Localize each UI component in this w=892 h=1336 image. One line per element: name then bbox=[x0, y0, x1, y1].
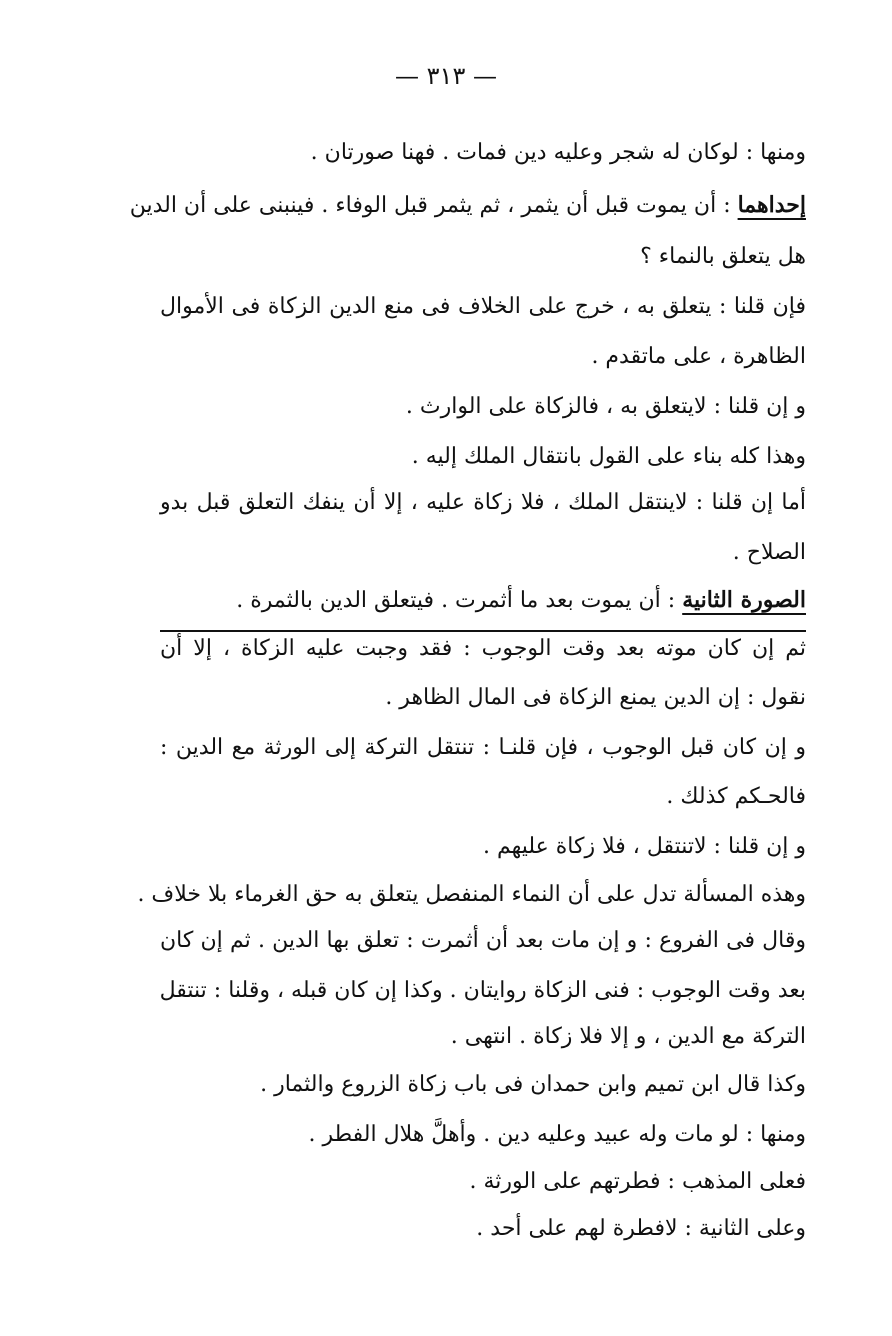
text-line-19: التركة مع الدين ، و إلا فلا زكاة . انتهى . bbox=[450, 1024, 806, 1049]
text-line-6: و إن قلنا : لايتعلق به ، فالزكاة على الوارث . bbox=[405, 394, 806, 419]
text-line-10-rest: : أن يموت بعد ما أثمرت . فيتعلق الدين بالثمرة . bbox=[236, 588, 683, 613]
text-line-2 bbox=[129, 190, 806, 221]
text-line-22: فعلى المذهب : فطرتهم على الورثة . bbox=[469, 1169, 806, 1194]
text-line-5: الظاهرة ، على ماتقدم . bbox=[591, 344, 806, 369]
text-line-9: الصلاح . bbox=[732, 540, 806, 565]
text-line-16: وهذه المسألة تدل على أن النماء المنفصل يتعلق به حق الغرماء بلا خلاف . bbox=[137, 882, 806, 907]
section-heading-first: إحداهما bbox=[737, 192, 806, 218]
text-line-23: وعلى الثانية : لافطرة لهم على أحد . bbox=[476, 1216, 806, 1241]
text-line-13: و إن كان قبل الوجوب ، فإن قلنـا : تنتقل التركة إلى الورثة مع الدين : bbox=[160, 735, 806, 760]
text-line-20: وكذا قال ابن تميم وابن حمدان فى باب زكاة الزروع والثمار . bbox=[260, 1072, 806, 1097]
section-heading-second: الصورة الثانية bbox=[682, 587, 806, 613]
text-line-7: وهذا كله بناء على القول بانتقال الملك إليه . bbox=[411, 444, 806, 469]
text-line-2-rest: : أن يموت قبل أن يثمر ، ثم يثمر قبل الوفاء . فينبنى على أن الدين bbox=[129, 193, 738, 218]
page-number: — ٣١٣ — bbox=[395, 62, 497, 90]
text-line-1: ومنها : لوكان له شجر وعليه دين فمات . فهنا صورتان . bbox=[310, 140, 806, 165]
text-line-3: هل يتعلق بالنماء ؟ bbox=[640, 244, 806, 269]
text-line-15: و إن قلنا : لاتنتقل ، فلا زكاة عليهم . bbox=[482, 834, 806, 859]
text-line-14: فالحـكم كذلك . bbox=[666, 784, 806, 809]
text-line-21: ومنها : لو مات وله عبيد وعليه دين . وأهلَّ هلال الفطر . bbox=[308, 1122, 806, 1147]
text-line-17: وقال فى الفروع : و إن مات بعد أن أثمرت : تعلق بها الدين . ثم إن كان bbox=[160, 928, 806, 953]
text-line-4: فإن قلنا : يتعلق به ، خرج على الخلاف فى منع الدين الزكاة فى الأموال bbox=[160, 294, 806, 319]
text-line-18: بعد وقت الوجوب : فنى الزكاة روايتان . وكذا إن كان قبله ، وقلنا : تنتقل bbox=[159, 978, 806, 1003]
text-line-10 bbox=[236, 585, 806, 616]
text-line-12: نقول : إن الدين يمنع الزكاة فى المال الظاهر . bbox=[385, 685, 806, 710]
text-line-8: أما إن قلنا : لاينتقل الملك ، فلا زكاة عليه ، إلا أن ينفك التعلق قبل بدو bbox=[160, 490, 806, 515]
text-line-11: ثم إن كان موته بعد وقت الوجوب : فقد وجبت عليه الزكاة ، إلا أن bbox=[160, 630, 806, 664]
